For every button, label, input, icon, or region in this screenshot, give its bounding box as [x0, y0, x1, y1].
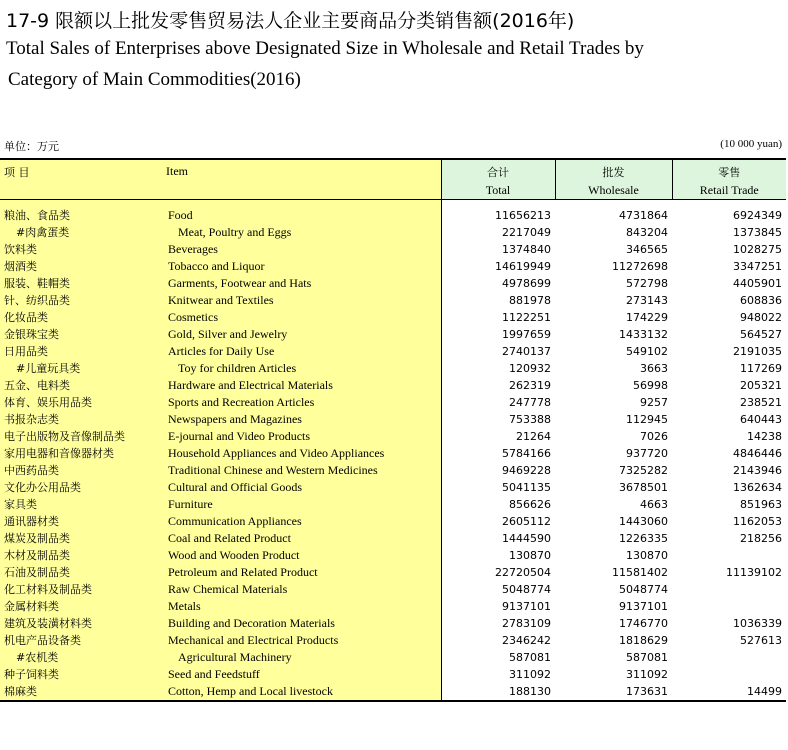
- table-row: [0, 394, 786, 411]
- row-retail-value: 1162053: [733, 515, 782, 528]
- sales-table: [0, 158, 786, 702]
- table-row: [0, 224, 786, 241]
- row-total-value: 1444590: [502, 532, 551, 545]
- table-row: [0, 428, 786, 445]
- row-item-cn: 煤炭及制品类: [4, 532, 70, 545]
- row-item-cell: [0, 258, 441, 275]
- row-item-cn: 木材及制品类: [4, 549, 70, 562]
- row-item-cn: 金属材料类: [4, 600, 59, 613]
- row-item-en: Petroleum and Related Product: [168, 565, 318, 579]
- row-wholesale-value: 311092: [626, 668, 668, 681]
- table-row: [0, 326, 786, 343]
- table-row: [0, 200, 786, 225]
- row-total-value: 753388: [509, 413, 551, 426]
- table-row: [0, 683, 786, 701]
- row-wholesale-value: 112945: [626, 413, 668, 426]
- row-wholesale-value: 3678501: [619, 481, 668, 494]
- row-item-cell: [0, 513, 441, 530]
- row-item-en: Newspapers and Magazines: [168, 412, 302, 426]
- row-total-value: 881978: [509, 294, 551, 307]
- row-item-en: Sports and Recreation Articles: [168, 395, 315, 409]
- row-item-en: Food: [168, 208, 193, 222]
- row-wholesale-value: 346565: [626, 243, 668, 256]
- unit-label-cn: 单位：万元: [4, 140, 59, 153]
- row-retail-value: 218256: [740, 532, 782, 545]
- table-row: [0, 411, 786, 428]
- row-item-cell: [0, 581, 441, 598]
- row-retail-value: 238521: [740, 396, 782, 409]
- row-item-cn: 饮料类: [4, 243, 37, 256]
- row-wholesale-value: 4731864: [619, 209, 668, 222]
- row-item-en: Articles for Daily Use: [168, 344, 275, 358]
- row-item-cell: [0, 632, 441, 649]
- row-item-cell: [0, 479, 441, 496]
- row-item-cell: [0, 547, 441, 564]
- row-item-cn: 书报杂志类: [4, 413, 59, 426]
- row-item-cell: [0, 360, 441, 377]
- row-item-cell: [0, 411, 441, 428]
- row-item-cell: [0, 241, 441, 258]
- table-row: [0, 343, 786, 360]
- table-row: [0, 360, 786, 377]
- row-item-cn: 化妆品类: [4, 311, 48, 324]
- row-total-value: 130870: [509, 549, 551, 562]
- row-item-cn: 化工材料及制品类: [4, 583, 92, 596]
- row-item-en: Seed and Feedstuff: [168, 667, 260, 681]
- row-retail-value: 2191035: [733, 345, 782, 358]
- row-item-cn: 石油及制品类: [4, 566, 70, 579]
- row-item-cell: [0, 445, 441, 462]
- row-item-cell: [0, 326, 441, 343]
- table-row: [0, 445, 786, 462]
- table-body: [0, 200, 786, 702]
- row-item-cn: 体育、娱乐用品类: [4, 396, 92, 409]
- row-wholesale-value: 572798: [626, 277, 668, 290]
- row-item-cell: [0, 564, 441, 581]
- row-wholesale-value: 1443060: [619, 515, 668, 528]
- header-item-en: Item: [166, 164, 188, 178]
- row-retail-value: 564527: [740, 328, 782, 341]
- row-retail-value: 205321: [740, 379, 782, 392]
- row-retail-value: [672, 581, 786, 598]
- row-total-value: 262319: [509, 379, 551, 392]
- unit-label-en: (10 000 yuan): [720, 138, 782, 150]
- row-retail-value: 14238: [747, 430, 782, 443]
- table-header: [0, 159, 786, 200]
- row-wholesale-value: 3663: [640, 362, 668, 375]
- row-wholesale-value: 11272698: [612, 260, 668, 273]
- row-item-cn: 金银珠宝类: [4, 328, 59, 341]
- row-item-en: Cosmetics: [168, 310, 218, 324]
- table-row: [0, 309, 786, 326]
- row-item-cell: [0, 666, 441, 683]
- row-wholesale-value: 173631: [555, 683, 672, 701]
- row-item-cell: [0, 200, 441, 225]
- row-wholesale-value: 937720: [626, 447, 668, 460]
- row-item-en: Tobacco and Liquor: [168, 259, 265, 273]
- row-item-cn: 针、纺织品类: [4, 294, 70, 307]
- row-item-cn: 家具类: [4, 498, 37, 511]
- row-wholesale-value: 5048774: [619, 583, 668, 596]
- table-row: [0, 462, 786, 479]
- row-retail-value: [672, 547, 786, 564]
- row-total-value: 11656213: [495, 209, 551, 222]
- row-item-cell: [0, 309, 441, 326]
- row-total-value: 5784166: [502, 447, 551, 460]
- row-wholesale-value: 1226335: [619, 532, 668, 545]
- row-total-value: 2740137: [502, 345, 551, 358]
- row-item-en: Gold, Silver and Jewelry: [168, 327, 288, 341]
- row-total-value: 311092: [509, 668, 551, 681]
- page-title-en-line1: Total Sales of Enterprises above Designated Size in Wholesale and Retail Trades by: [6, 38, 644, 59]
- row-item-cn: 烟酒类: [4, 260, 37, 273]
- row-retail-value: [672, 649, 786, 666]
- row-retail-value: 1362634: [733, 481, 782, 494]
- row-item-cell: [0, 292, 441, 309]
- row-item-cell: [0, 428, 441, 445]
- row-wholesale-value: 4663: [640, 498, 668, 511]
- table-row: [0, 615, 786, 632]
- row-item-en: Mechanical and Electrical Products: [168, 633, 339, 647]
- row-item-en: Household Appliances and Video Appliances: [168, 446, 385, 460]
- row-wholesale-value: 1818629: [619, 634, 668, 647]
- row-item-en: Cultural and Official Goods: [168, 480, 303, 494]
- row-total-value: 1122251: [502, 311, 551, 324]
- row-total-value: 2783109: [502, 617, 551, 630]
- row-total-value: 587081: [509, 651, 551, 664]
- row-item-cn: 日用品类: [4, 345, 48, 358]
- header-wholesale: [555, 159, 672, 200]
- row-total-value: 9469228: [502, 464, 551, 477]
- row-wholesale-value: 1433132: [619, 328, 668, 341]
- row-item-cell: [0, 275, 441, 292]
- table-row: [0, 598, 786, 615]
- row-item-en: E-journal and Video Products: [168, 429, 311, 443]
- row-item-cell: [0, 224, 441, 241]
- header-retail-cn: 零售: [718, 166, 741, 179]
- row-item-cn: 种子饲料类: [4, 668, 59, 681]
- row-total-value: 2346242: [502, 634, 551, 647]
- table-row: [0, 496, 786, 513]
- row-item-en: Building and Decoration Materials: [168, 616, 335, 630]
- table-row: [0, 377, 786, 394]
- row-item-cn: 家用电器和音像器材类: [4, 447, 114, 460]
- row-item-cn: 建筑及装潢材料类: [4, 617, 92, 630]
- row-item-cell: [0, 530, 441, 547]
- row-retail-value: 851963: [740, 498, 782, 511]
- row-item-cn: #肉禽蛋类: [16, 226, 70, 239]
- row-retail-value: 1036339: [733, 617, 782, 630]
- row-item-en: Beverages: [168, 242, 218, 256]
- row-total-value: 5041135: [502, 481, 551, 494]
- row-item-en: Knitwear and Textiles: [168, 293, 274, 307]
- row-retail-value: 1028275: [733, 243, 782, 256]
- row-total-value: 1997659: [502, 328, 551, 341]
- row-item-cell: [0, 377, 441, 394]
- row-item-cn: 五金、电料类: [4, 379, 70, 392]
- row-wholesale-value: 273143: [626, 294, 668, 307]
- row-item-en: Toy for children Articles: [178, 361, 297, 375]
- row-item-cell: [0, 496, 441, 513]
- row-wholesale-value: 7026: [640, 430, 668, 443]
- row-item-en: Cotton, Hemp and Local livestock: [168, 684, 333, 698]
- row-total-value: 856626: [509, 498, 551, 511]
- table-row: [0, 666, 786, 683]
- row-item-cell: [0, 394, 441, 411]
- row-item-cn: 中西药品类: [4, 464, 59, 477]
- row-retail-value: 948022: [740, 311, 782, 324]
- row-retail-value: 2143946: [733, 464, 782, 477]
- header-item: [0, 159, 441, 200]
- row-item-cn: #儿童玩具类: [16, 362, 81, 375]
- row-item-cn: 粮油、食品类: [4, 209, 70, 222]
- header-retail: [672, 159, 786, 200]
- row-item-cn: 机电产品设备类: [4, 634, 81, 647]
- row-retail-value: 1373845: [733, 226, 782, 239]
- row-item-en: Furniture: [168, 497, 213, 511]
- row-wholesale-value: 1746770: [619, 617, 668, 630]
- row-retail-value: 14499: [672, 683, 786, 701]
- row-item-en: Wood and Wooden Product: [168, 548, 300, 562]
- row-total-value: 4978699: [502, 277, 551, 290]
- header-total-en: Total: [485, 183, 511, 197]
- row-total-value: 2217049: [502, 226, 551, 239]
- row-item-cell: [0, 615, 441, 632]
- page-title-en-line2: Category of Main Commodities(2016): [8, 69, 301, 90]
- row-item-cell: [0, 462, 441, 479]
- row-wholesale-value: 11581402: [612, 566, 668, 579]
- table-row: [0, 547, 786, 564]
- page-title-cn: 17-9 限额以上批发零售贸易法人企业主要商品分类销售额(2016年): [6, 10, 575, 32]
- row-wholesale-value: 7325282: [619, 464, 668, 477]
- row-retail-value: 6924349: [733, 209, 782, 222]
- row-item-cn: 棉麻类: [4, 685, 37, 698]
- table-row: [0, 581, 786, 598]
- row-item-en: Coal and Related Product: [168, 531, 291, 545]
- row-wholesale-value: 9257: [640, 396, 668, 409]
- row-retail-value: 608836: [740, 294, 782, 307]
- row-wholesale-value: 174229: [626, 311, 668, 324]
- table-row: [0, 513, 786, 530]
- row-total-value: 120932: [509, 362, 551, 375]
- row-total-value: 22720504: [495, 566, 551, 579]
- row-retail-value: 4405901: [733, 277, 782, 290]
- header-retail-en: Retail Trade: [699, 183, 759, 197]
- row-retail-value: [672, 666, 786, 683]
- row-item-cn: 通讯器材类: [4, 515, 59, 528]
- row-item-cn: 电子出版物及音像制品类: [4, 430, 125, 443]
- header-total-cn: 合计: [487, 166, 509, 179]
- row-retail-value: [672, 598, 786, 615]
- row-total-value: 9137101: [502, 600, 551, 613]
- row-item-cell: [0, 683, 441, 701]
- row-total-value: 14619949: [495, 260, 551, 273]
- row-item-en: Garments, Footwear and Hats: [168, 276, 312, 290]
- row-total-value: 247778: [509, 396, 551, 409]
- header-wholesale-en: Wholesale: [588, 183, 639, 197]
- row-item-en: Hardware and Electrical Materials: [168, 378, 333, 392]
- row-item-cn: #农机类: [16, 651, 59, 664]
- row-item-en: Metals: [168, 599, 201, 613]
- row-retail-value: 4846446: [733, 447, 782, 460]
- row-wholesale-value: 587081: [626, 651, 668, 664]
- row-total-value: 188130: [441, 683, 555, 701]
- header-item-cn: 项 目: [4, 166, 30, 179]
- row-item-cell: [0, 649, 441, 666]
- row-item-en: Meat, Poultry and Eggs: [178, 225, 292, 239]
- row-item-en: Communication Appliances: [168, 514, 302, 528]
- row-retail-value: 640443: [740, 413, 782, 426]
- row-wholesale-value: 130870: [626, 549, 668, 562]
- row-wholesale-value: 56998: [633, 379, 668, 392]
- row-retail-value: 11139102: [726, 566, 782, 579]
- row-item-cell: [0, 598, 441, 615]
- table-row: [0, 258, 786, 275]
- row-total-value: 2605112: [502, 515, 551, 528]
- row-retail-value: 527613: [740, 634, 782, 647]
- table-row: [0, 632, 786, 649]
- row-wholesale-value: 843204: [626, 226, 668, 239]
- table-row: [0, 479, 786, 496]
- header-wholesale-cn: 批发: [602, 166, 625, 179]
- row-item-cell: [0, 343, 441, 360]
- row-item-en: Raw Chemical Materials: [168, 582, 288, 596]
- row-total-value: 5048774: [502, 583, 551, 596]
- row-retail-value: 117269: [740, 362, 782, 375]
- table-row: [0, 649, 786, 666]
- header-total: [441, 159, 555, 200]
- row-wholesale-value: 549102: [626, 345, 668, 358]
- row-item-en: Traditional Chinese and Western Medicines: [168, 463, 378, 477]
- table-row: [0, 241, 786, 258]
- row-total-value: 21264: [516, 430, 551, 443]
- table-row: [0, 564, 786, 581]
- row-retail-value: 3347251: [733, 260, 782, 273]
- table-row: [0, 292, 786, 309]
- table-row: [0, 530, 786, 547]
- row-total-value: 1374840: [502, 243, 551, 256]
- row-item-cn: 文化办公用品类: [4, 481, 81, 494]
- row-item-en: Agricultural Machinery: [178, 650, 292, 664]
- row-item-cn: 服装、鞋帽类: [4, 277, 70, 290]
- table-row: [0, 275, 786, 292]
- row-wholesale-value: 9137101: [619, 600, 668, 613]
